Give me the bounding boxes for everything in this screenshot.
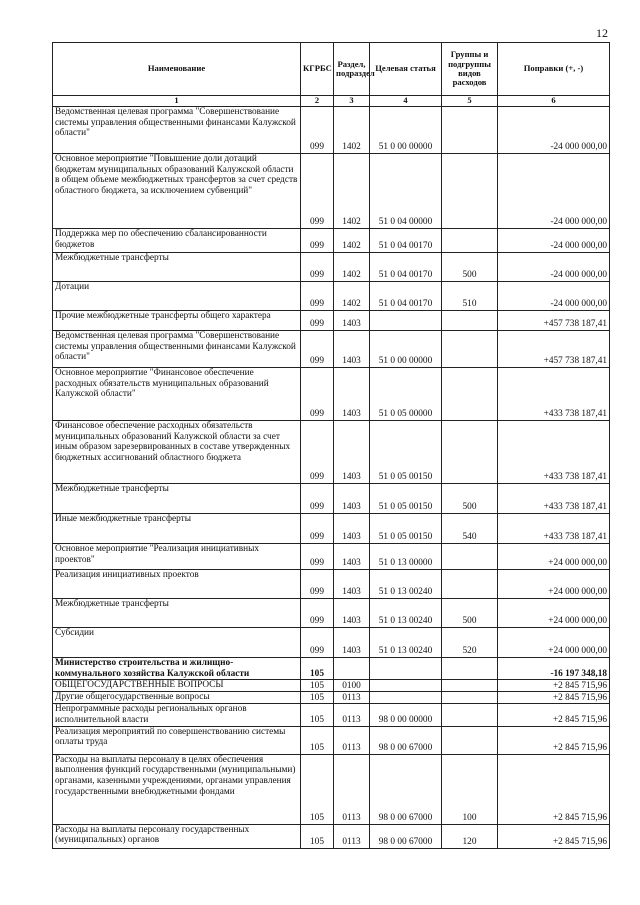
- row-vid: [442, 692, 498, 704]
- table-row: [53, 311, 610, 331]
- row-amount: +2 845 715,96: [498, 704, 610, 726]
- table-row: [53, 282, 610, 311]
- row-vid: [442, 311, 498, 331]
- row-vid: 500: [442, 484, 498, 514]
- row-vid: [442, 658, 498, 680]
- header-tselevaya: Целевая статья: [370, 43, 442, 96]
- row-kgrbs: 099: [301, 282, 334, 311]
- row-kgrbs: 099: [301, 421, 334, 484]
- table-row: [53, 484, 610, 514]
- table-row: [53, 704, 610, 726]
- header-razdel: Раздел, подраздел: [334, 43, 370, 96]
- row-amount: +2 845 715,96: [498, 726, 610, 754]
- row-vid: 100: [442, 754, 498, 824]
- row-kgrbs: 099: [301, 628, 334, 658]
- row-vid: [442, 331, 498, 368]
- page-number: 12: [596, 26, 608, 40]
- row-razdel: 1403: [334, 421, 370, 484]
- table-row: [53, 421, 610, 484]
- row-amount: +433 738 187,41: [498, 514, 610, 544]
- row-tselevaya: 98 0 00 67000: [370, 754, 442, 824]
- row-name: Межбюджетные трансферты: [53, 599, 301, 628]
- row-razdel: 0113: [334, 824, 370, 848]
- row-tselevaya: 51 0 00 00000: [370, 107, 442, 154]
- row-tselevaya: 51 0 13 00240: [370, 628, 442, 658]
- row-razdel: 1403: [334, 514, 370, 544]
- column-number: 3: [334, 96, 370, 107]
- budget-table: [52, 42, 610, 849]
- row-tselevaya: 51 0 13 00240: [370, 570, 442, 599]
- row-vid: [442, 229, 498, 253]
- table-row: [53, 368, 610, 421]
- row-tselevaya: [370, 680, 442, 692]
- column-number: 2: [301, 96, 334, 107]
- row-tselevaya: 51 0 13 00240: [370, 599, 442, 628]
- column-number: 1: [53, 96, 301, 107]
- row-name: Расходы на выплаты персоналу в целях обеспечения выполнения функций государственными (муниципальными) органами, казенными учреждениями, органами управления государственными внебюджетными фондами: [53, 754, 301, 824]
- row-vid: [442, 544, 498, 570]
- row-vid: [442, 107, 498, 154]
- row-kgrbs: 099: [301, 368, 334, 421]
- row-amount: +24 000 000,00: [498, 599, 610, 628]
- row-kgrbs: 105: [301, 658, 334, 680]
- row-amount: -24 000 000,00: [498, 229, 610, 253]
- table-row: [53, 824, 610, 848]
- row-name: Ведомственная целевая программа "Совершенствование системы управления общественными финансами Калужской области": [53, 331, 301, 368]
- row-kgrbs: 099: [301, 253, 334, 282]
- row-razdel: 0113: [334, 692, 370, 704]
- table-row: [53, 599, 610, 628]
- row-kgrbs: 099: [301, 599, 334, 628]
- row-razdel: 0113: [334, 704, 370, 726]
- table-row: [53, 754, 610, 824]
- row-amount: -24 000 000,00: [498, 154, 610, 229]
- row-name: Дотации: [53, 282, 301, 311]
- table-row: [53, 628, 610, 658]
- row-tselevaya: [370, 311, 442, 331]
- table-row: [53, 726, 610, 754]
- column-number: 6: [498, 96, 610, 107]
- row-name: Прочие межбюджетные трансферты общего характера: [53, 311, 301, 331]
- row-vid: 500: [442, 253, 498, 282]
- row-name: Поддержка мер по обеспечению сбалансированности бюджетов: [53, 229, 301, 253]
- row-razdel: 1403: [334, 599, 370, 628]
- row-razdel: 1403: [334, 628, 370, 658]
- row-name: Иные межбюджетные трансферты: [53, 514, 301, 544]
- row-vid: [442, 726, 498, 754]
- row-amount: +433 738 187,41: [498, 484, 610, 514]
- row-name: Министерство строительства и жилищно-коммунального хозяйства Калужской области: [53, 658, 301, 680]
- row-tselevaya: 51 0 04 00170: [370, 253, 442, 282]
- table-row: [53, 692, 610, 704]
- row-amount: +24 000 000,00: [498, 570, 610, 599]
- row-amount: -16 197 348,18: [498, 658, 610, 680]
- row-tselevaya: 98 0 00 00000: [370, 704, 442, 726]
- row-name: Расходы на выплаты персоналу государственных (муниципальных) органов: [53, 824, 301, 848]
- table-row: [53, 331, 610, 368]
- row-tselevaya: 51 0 04 00170: [370, 229, 442, 253]
- row-razdel: 1403: [334, 311, 370, 331]
- row-amount: -24 000 000,00: [498, 282, 610, 311]
- row-vid: [442, 421, 498, 484]
- row-kgrbs: 105: [301, 726, 334, 754]
- row-amount: +433 738 187,41: [498, 421, 610, 484]
- row-vid: [442, 570, 498, 599]
- row-amount: -24 000 000,00: [498, 107, 610, 154]
- table-row: [53, 680, 610, 692]
- row-kgrbs: 099: [301, 154, 334, 229]
- header-name: Наименование: [53, 43, 301, 96]
- row-tselevaya: [370, 658, 442, 680]
- row-name: Основное мероприятие "Финансовое обеспечение расходных обязательств муниципальных образований Калужской области": [53, 368, 301, 421]
- row-razdel: 1403: [334, 484, 370, 514]
- table-row: [53, 514, 610, 544]
- row-name: ОБЩЕГОСУДАРСТВЕННЫЕ ВОПРОСЫ: [53, 680, 301, 692]
- row-tselevaya: 51 0 05 00150: [370, 514, 442, 544]
- row-razdel: 1403: [334, 544, 370, 570]
- row-name: Ведомственная целевая программа "Совершенствование системы управления общественными финансами Калужской области": [53, 107, 301, 154]
- row-tselevaya: 51 0 05 00150: [370, 484, 442, 514]
- row-razdel: 1402: [334, 229, 370, 253]
- row-razdel: 1402: [334, 107, 370, 154]
- row-tselevaya: 98 0 00 67000: [370, 824, 442, 848]
- row-kgrbs: 099: [301, 514, 334, 544]
- row-tselevaya: [370, 692, 442, 704]
- header-gruppy: Группы и подгруппы видов расходов: [442, 43, 498, 96]
- row-name: Основное мероприятие "Повышение доли дотаций бюджетам муниципальных образований Калужской области в общем объеме межбюджетных трансфертов за счет средств областного бюджета, за исключением субвенций": [53, 154, 301, 229]
- row-vid: [442, 680, 498, 692]
- row-name: Финансовое обеспечение расходных обязательств муниципальных образований Калужской области за счет иным образом зарезервированных в составе утвержденных бюджетных ассигнований областного бюджета: [53, 421, 301, 484]
- row-kgrbs: 099: [301, 107, 334, 154]
- row-razdel: 0113: [334, 726, 370, 754]
- row-amount: +457 738 187,41: [498, 331, 610, 368]
- row-vid: 510: [442, 282, 498, 311]
- row-tselevaya: 51 0 13 00000: [370, 544, 442, 570]
- row-razdel: 1402: [334, 154, 370, 229]
- row-amount: +2 845 715,96: [498, 824, 610, 848]
- row-tselevaya: 98 0 00 67000: [370, 726, 442, 754]
- table-row: [53, 658, 610, 680]
- row-razdel: 1403: [334, 368, 370, 421]
- row-amount: +457 738 187,41: [498, 311, 610, 331]
- header-popravki: Поправки (+, -): [498, 43, 610, 96]
- table-row: [53, 544, 610, 570]
- row-kgrbs: 099: [301, 484, 334, 514]
- row-razdel: 1402: [334, 282, 370, 311]
- row-amount: +433 738 187,41: [498, 368, 610, 421]
- row-tselevaya: 51 0 00 00000: [370, 331, 442, 368]
- row-tselevaya: 51 0 04 00170: [370, 282, 442, 311]
- row-name: Реализация инициативных проектов: [53, 570, 301, 599]
- row-kgrbs: 105: [301, 754, 334, 824]
- row-amount: +2 845 715,96: [498, 692, 610, 704]
- row-amount: +24 000 000,00: [498, 544, 610, 570]
- row-vid: 520: [442, 628, 498, 658]
- row-vid: 500: [442, 599, 498, 628]
- row-name: Другие общегосударственные вопросы: [53, 692, 301, 704]
- row-kgrbs: 105: [301, 680, 334, 692]
- row-kgrbs: 099: [301, 331, 334, 368]
- row-kgrbs: 099: [301, 311, 334, 331]
- row-razdel: 0113: [334, 754, 370, 824]
- column-number: 4: [370, 96, 442, 107]
- row-razdel: 1403: [334, 331, 370, 368]
- row-kgrbs: 099: [301, 570, 334, 599]
- row-tselevaya: 51 0 05 00150: [370, 421, 442, 484]
- row-kgrbs: 105: [301, 704, 334, 726]
- row-vid: 540: [442, 514, 498, 544]
- row-amount: +2 845 715,96: [498, 754, 610, 824]
- row-amount: +24 000 000,00: [498, 628, 610, 658]
- table-row: [53, 253, 610, 282]
- row-name: Непрограммные расходы региональных органов исполнительной власти: [53, 704, 301, 726]
- row-amount: +2 845 715,96: [498, 680, 610, 692]
- row-vid: [442, 154, 498, 229]
- table-row: [53, 107, 610, 154]
- row-amount: -24 000 000,00: [498, 253, 610, 282]
- row-tselevaya: 51 0 04 00000: [370, 154, 442, 229]
- table-row: [53, 154, 610, 229]
- row-razdel: 1403: [334, 570, 370, 599]
- row-name: Межбюджетные трансферты: [53, 484, 301, 514]
- row-vid: [442, 704, 498, 726]
- table-row: [53, 570, 610, 599]
- row-name: Реализация мероприятий по совершенствованию системы оплаты труда: [53, 726, 301, 754]
- row-name: Межбюджетные трансферты: [53, 253, 301, 282]
- row-name: Субсидии: [53, 628, 301, 658]
- row-kgrbs: 099: [301, 229, 334, 253]
- row-kgrbs: 105: [301, 692, 334, 704]
- row-name: Основное мероприятие "Реализация инициативных проектов": [53, 544, 301, 570]
- row-razdel: [334, 658, 370, 680]
- row-razdel: 1402: [334, 253, 370, 282]
- row-kgrbs: 099: [301, 544, 334, 570]
- row-vid: 120: [442, 824, 498, 848]
- row-vid: [442, 368, 498, 421]
- row-kgrbs: 105: [301, 824, 334, 848]
- header-kgrbs: КГРБС: [301, 43, 334, 96]
- row-razdel: 0100: [334, 680, 370, 692]
- row-tselevaya: 51 0 05 00000: [370, 368, 442, 421]
- column-number: 5: [442, 96, 498, 107]
- table-row: [53, 229, 610, 253]
